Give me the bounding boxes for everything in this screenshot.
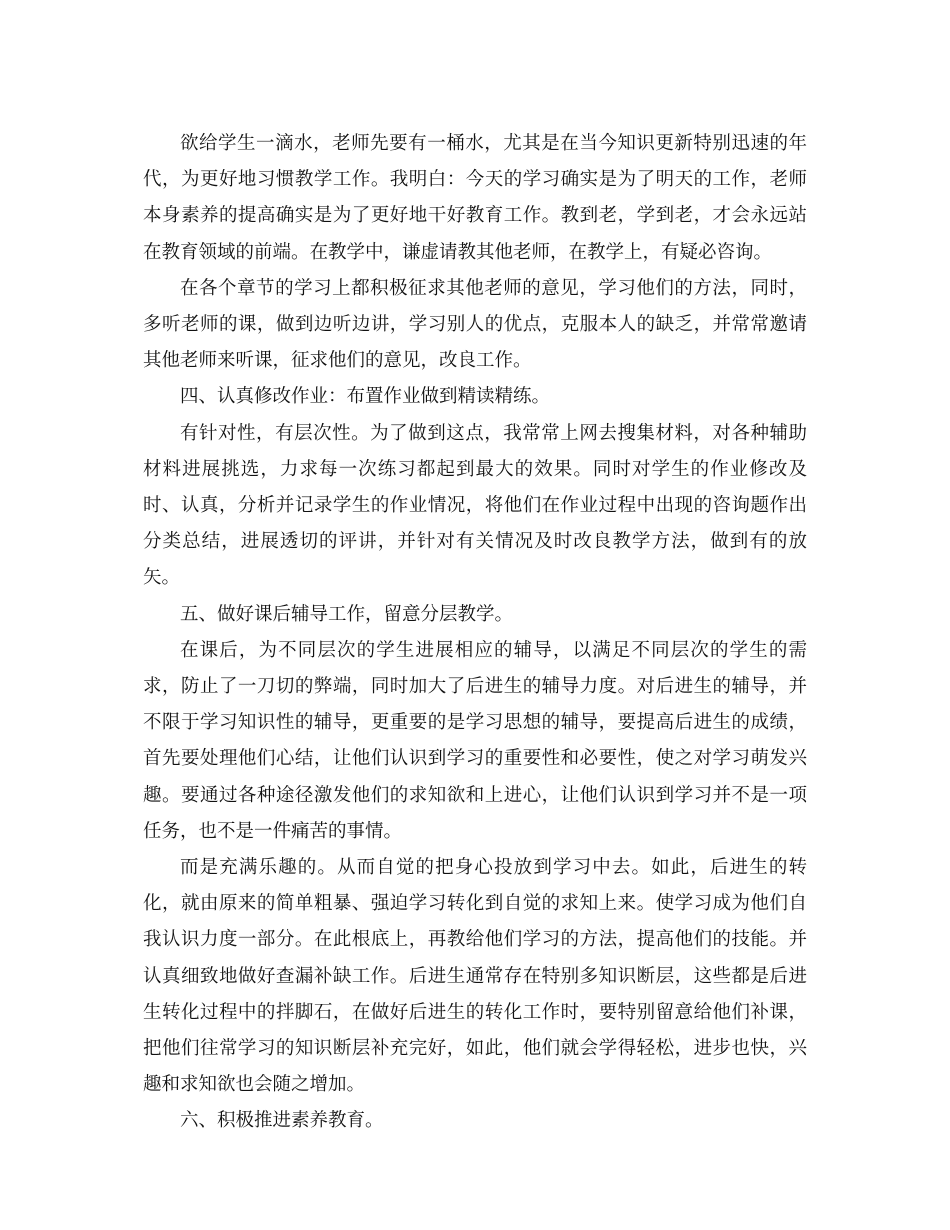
section-heading-6: 六、积极推进素养教育。: [180, 1110, 384, 1132]
section-heading-4: 四、认真修改作业：布置作业做到精读精练。: [180, 386, 551, 408]
paragraph-3: 有针对性，有层次性。为了做到这点，我常常上网去搜集材料，对各种辅助材料进展挑选，力求每一次练习都起到最大的效果。同时对学生的作业修改及时、认真，分析并记录学生的作业情况，将他们在作业过程中出现的咨询题作出分类总结，进展透切的评讲，并针对有关情况及时改良教学方法，做到有的放矢。: [143, 422, 807, 589]
paragraph-4: 在课后，为不同层次的学生进展相应的辅导，以满足不同层次的学生的需求，防止了一刀切的弊端，同时加大了后进生的辅导力度。对后进生的辅导，并不限于学习知识性的辅导，更重要的是学习思想的辅导，要提高后进生的成绩，首先要处理他们心结，让他们认识到学习的重要性和必要性，使之对学习萌发兴趣。要通过各种途径激发他们的求知欲和上进心，让他们认识到学习并不是一项任务，也不是一件痛苦的事情。: [143, 639, 807, 842]
paragraph-2: 在各个章节的学习上都积极征求其他老师的意见，学习他们的方法，同时，多听老师的课，做到边听边讲，学习别人的优点，克服本人的缺乏，并常常邀请其他老师来听课，征求他们的意见，改良工作。: [143, 277, 807, 372]
document-body: [143, 126, 807, 1140]
paragraph-1: 欲给学生一滴水，老师先要有一桶水，尤其是在当今知识更新特别迅速的年代，为更好地习惯教学工作。我明白：今天的学习确实是为了明天的工作，老师本身素养的提高确实是为了更好地干好教育工作。教到老，学到老，才会永远站在教育领域的前端。在教学中，谦虚请教其他老师，在教学上，有疑必咨询。: [143, 133, 807, 263]
paragraph-5: 而是充满乐趣的。从而自觉的把身心投放到学习中去。如此，后进生的转化，就由原来的简单粗暴、强迫学习转化到自觉的求知上来。使学习成为他们自我认识力度一部分。在此根底上，再教给他们学习的方法，提高他们的技能。并认真细致地做好查漏补缺工作。后进生通常存在特别多知识断层，这些都是后进生转化过程中的拌脚石，在做好后进生的转化工作时，要特别留意给他们补课，把他们往常学习的知识断层补充完好，如此，他们就会学得轻松，进步也快，兴趣和求知欲也会随之增加。: [143, 857, 807, 1096]
section-heading-5: 五、做好课后辅导工作，留意分层教学。: [180, 603, 514, 625]
